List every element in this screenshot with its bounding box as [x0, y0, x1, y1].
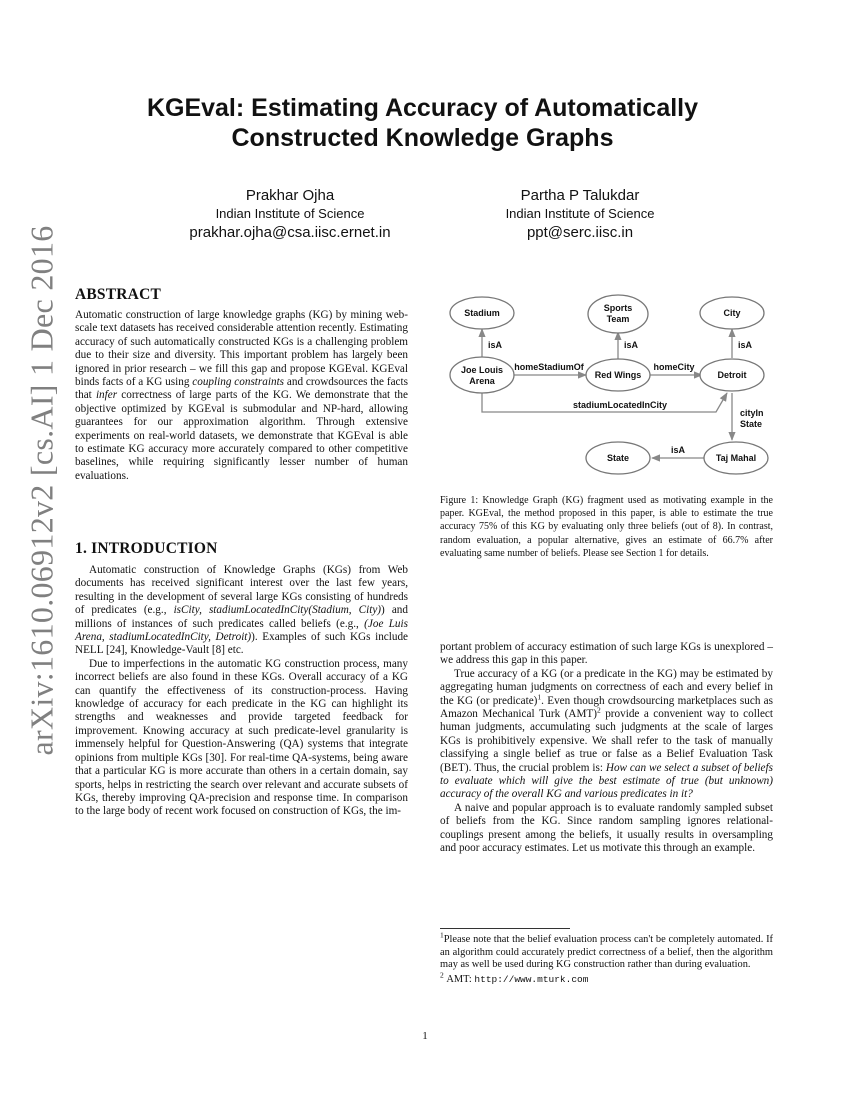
page-number: 1 — [422, 1030, 428, 1042]
abstract-heading: ABSTRACT — [75, 286, 162, 303]
author-1-name: Prakhar Ojha — [245, 187, 335, 204]
arxiv-stamp — [18, 224, 66, 756]
node-label-city: City — [723, 308, 741, 318]
figure-1-caption-block — [440, 494, 773, 560]
node-label-red-wings: Red Wings — [594, 370, 642, 380]
node-label-detroit: Detroit — [717, 370, 747, 380]
node-label-arena: Arena — [469, 376, 495, 386]
author-2-email: ppt@serc.iisc.in — [526, 224, 634, 241]
right-text-part: provide a convenient way to collect human judgments, accumulating such judgments at the scale of larges KGs is prohibitively expensive. We shall refer to the task of manually classifying a single belief as true or false as a Belief Evaluation Task (BET). Thus, the crucial problem is: — [440, 708, 773, 774]
node-joe-louis-arena — [450, 357, 514, 393]
abstract-text-part: and crowdsources the facts that — [75, 376, 408, 402]
abstract-italic-coupling: coupling constraints — [192, 376, 285, 389]
right-paragraph-2 — [440, 668, 773, 802]
intro-text-part: ). Examples of such KGs include NELL [24], Knowledge-Vault [8] etc. — [75, 631, 409, 657]
right-paragraph-1: portant problem of accuracy estimation of such large KGs is unexplored – we address this gap in this paper. — [440, 641, 773, 667]
node-label-joe-louis: Joe Louis — [460, 365, 504, 375]
node-label-team: Team — [606, 314, 630, 324]
abstract-text-part: Automatic construction of large knowledge graphs (KG) by mining web-scale text datasets has received considerable attention recently. Estimating accuracy of such automatically constructed KGs is a challenging problem due to their size and diversity. This important problem has largely been ignored in prior research – we fill this gap and propose KGEval. KGEval binds facts of a KG using — [75, 309, 408, 389]
arxiv-stamp-text: arXiv:1610.06912v2 [cs.AI] 1 Dec 2016 — [23, 224, 60, 756]
abstract-text — [75, 309, 408, 483]
edge-label-isa-stadium: isA — [488, 340, 503, 350]
intro-italic-belief: (Joe Luis Arena, stadiumLocatedInCity, Detroit) — [75, 617, 408, 644]
intro-text-part: ) and millions of instances of such predicates called beliefs (e.g., — [75, 604, 408, 630]
title-line-2: Constructed Knowledge Graphs — [231, 124, 614, 152]
footnote-1-text: Please note that the belief evaluation process can't be completely automated. If an algorithm could accurately predict correctness of a belief, then the algorithm may as well be used during KG construction rather than during evaluation. — [440, 934, 773, 970]
footnotes — [440, 930, 773, 986]
author-1-email: prakhar.ojha@csa.iisc.ernet.in — [189, 224, 391, 241]
abstract-section — [75, 286, 408, 483]
abstract-text-part: correctness of large parts of the KG. We demonstrate that the objective optimized by KGEval is submodular and NP-hard, allowing guarantees for our approximation algorithm. Through extensive experiments on real-world datasets, we demonstrate that KGEval is able to estimate KG accuracy more accurately compared to other competitive baselines, while requiring significantly lesser number of human evaluations. — [75, 389, 408, 482]
right-text-part: . Even though crowdsourcing marketplaces such as Amazon Mechanical Turk (AMT) — [440, 694, 774, 721]
right-italic-question: How can we select a subset of beliefs to evaluate which will give the best estimate of true (but unknown) accuracy of the overall KG and various predicates in it? — [440, 761, 773, 801]
edge-label-home-stadium: homeStadiumOf — [514, 362, 584, 372]
footnote-1-mark: 1 — [440, 930, 444, 940]
node-label-state: State — [606, 453, 630, 463]
node-label-stadium: Stadium — [464, 308, 500, 318]
author-2-affiliation: Indian Institute of Science — [505, 206, 655, 221]
footnote-1 — [440, 930, 773, 972]
footnote-2-label: AMT: — [446, 973, 475, 985]
intro-text-part: Automatic construction of Knowledge Graphs (KGs) from Web documents has received significant interest over the last few years, resulting in the development of several large KGs consisting of hundreds of predicates (e.g., — [75, 564, 408, 617]
abstract-italic-infer: infer — [95, 389, 118, 402]
edge-label-city-in: cityIn — [740, 408, 764, 418]
intro-paragraph-2: Due to imperfections in the automatic KG construction process, many incorrect beliefs are also found in these KGs. Overall accuracy of a KG can quantify the effectiveness of its construction-process. Having knowledge of accuracy for each predicate in the KG can highlight its strengths and weaknesses and provide targeted feedback for improvement. Knowing accuracy at such predicate-level granularity is immensely helpful for Question-Answering (QA) systems that integrate opinions from multiple KGs [30]. For real-time QA-systems, being aware that a particular KG is more accurate than others in a certain domain, say sports, helps in restricting the search over relevant and accurate subsets of KGs, thereby improving QA-precision and response time. In comparison to the large body of recent work focused on construction of KGs, the im- — [75, 657, 408, 818]
node-label-sports: Sports — [603, 303, 633, 313]
right-paragraph-3: A naive and popular approach is to evaluate randomly sampled subset of beliefs from the KG. Since random sampling ignores relational-couplings present among the beliefs, it usually results in oversampling and poor accuracy estimates. Let us motivate this through an example. — [440, 801, 773, 855]
edge-label-city-in-state: State — [740, 419, 763, 429]
author-2 — [430, 186, 730, 243]
right-text-part: True accuracy of a KG (or a predicate in the KG) may be estimated by aggregating human judgments on correctness of each and every belief in the KG (or predicate) — [440, 667, 773, 707]
footnote-2-url-link[interactable]: http://www.mturk.com — [474, 973, 589, 985]
footnote-2-mark: 2 — [440, 970, 444, 980]
edge-label-stadium-located: stadiumLocatedInCity — [572, 400, 668, 410]
footnote-ref-1: 1 — [537, 691, 542, 701]
title-line-1: KGEval: Estimating Accuracy of Automatically — [146, 94, 699, 122]
edge-label-isa-state: isA — [670, 445, 686, 455]
author-1-affiliation: Indian Institute of Science — [215, 206, 365, 221]
introduction-section — [75, 540, 408, 819]
intro-italic-predicates: isCity, stadiumLocatedInCity(Stadium, City) — [173, 604, 382, 617]
introduction-heading: 1. INTRODUCTION — [75, 540, 218, 557]
author-1 — [140, 186, 440, 243]
footnote-2 — [440, 970, 773, 987]
edge-label-isa-city: isA — [738, 340, 753, 350]
author-2-name: Partha P Talukdar — [520, 187, 640, 204]
right-column-text — [440, 641, 773, 856]
figure-1-kg-diagram — [440, 290, 780, 490]
footnote-ref-2: 2 — [596, 705, 601, 715]
intro-paragraph-1 — [75, 564, 408, 658]
figure-1-caption: Figure 1: Knowledge Graph (KG) fragment used as motivating example in the paper. KGEval, the method proposed in this paper, is able to estimate the true accuracy 75% of this KG by evaluating only three beliefs (out of 8). In contrast, random evaluation, a popular alternative, gives an estimate of 66.7% after evaluating same number of beliefs. Please see Section 1 for details. — [440, 495, 773, 559]
footnote-rule — [440, 928, 570, 929]
paper-title — [75, 93, 770, 153]
edge-label-isa-team: isA — [624, 340, 639, 350]
edge-label-home-city: homeCity — [653, 362, 695, 372]
node-label-taj-mahal: Taj Mahal — [715, 453, 757, 463]
